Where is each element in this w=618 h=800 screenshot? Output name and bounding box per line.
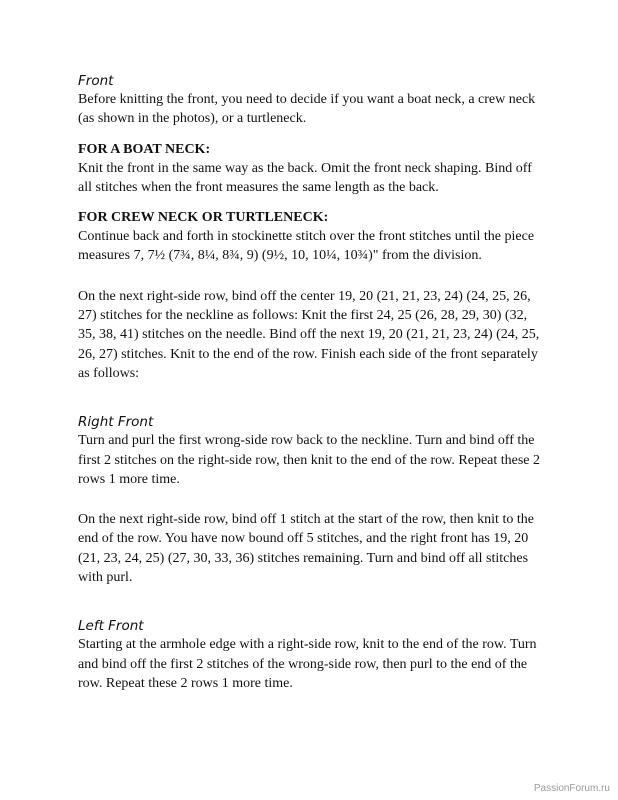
- right-front-paragraph-1: Turn and purl the first wrong-side row back to the neckline. Turn and bind off the first 2 stitches on the right-side row, then knit to the end of the row. Repeat these 2 rows 1 more time.: [78, 433, 541, 487]
- front-intro-paragraph: Before knitting the front, you need to decide if you want a boat neck, a crew neck (as shown in the photos), or a turtleneck.: [78, 92, 536, 127]
- crew-neck-paragraph: Continue back and forth in stockinette stitch over the front stitches until the piece measures 7, 7½ (7¾, 8¼, 8¾, 9) (9½, 10, 10¼, 10¾)" from the division.: [78, 229, 535, 264]
- document-page: [78, 72, 548, 693]
- right-front-paragraph-2: On the next right-side row, bind off 1 stitch at the start of the row, then knit to the end of the row. You have now bound off 5 stitches, and the right front has 19, 20 (21, 23, 24, 25) (27, 30, 33, 36) stitches remaining. Turn and bind off all stitches with purl.: [78, 512, 534, 586]
- left-front-paragraph-1: Starting at the armhole edge with a right-side row, knit to the end of the row. Turn and bind off the first 2 stitches of the wrong-side row, then purl to the end of the row. Repeat these 2 rows 1 more time.: [78, 637, 537, 691]
- boat-neck-paragraph: Knit the front in the same way as the back. Omit the front neck shaping. Bind off all stitches when the front measures the same length as the back.: [78, 160, 532, 195]
- section-heading-front: Front: [78, 73, 114, 89]
- section-heading-left-front: Left Front: [78, 618, 144, 635]
- watermark-text: PassionForum.ru: [533, 783, 610, 794]
- crew-neck-subheading: FOR CREW NECK OR TURTLENECK:: [78, 210, 329, 226]
- boat-neck-subheading: FOR A BOAT NECK:: [78, 141, 211, 157]
- section-heading-right-front: Right Front: [78, 414, 154, 431]
- neckline-paragraph: On the next right-side row, bind off the center 19, 20 (21, 21, 23, 24) (24, 25, 26, 27) stitches for the neckline as follows: Knit the first 24, 25 (26, 28, 29, 30) (32, 35, 38, 41) stitches on the needle. Bind off the next 19, 20 (21, 21, 23, 24) (24, 25, 26, 27) stitches. Knit to the end of the row. Finish each side of the front separately as follows:: [78, 288, 540, 381]
